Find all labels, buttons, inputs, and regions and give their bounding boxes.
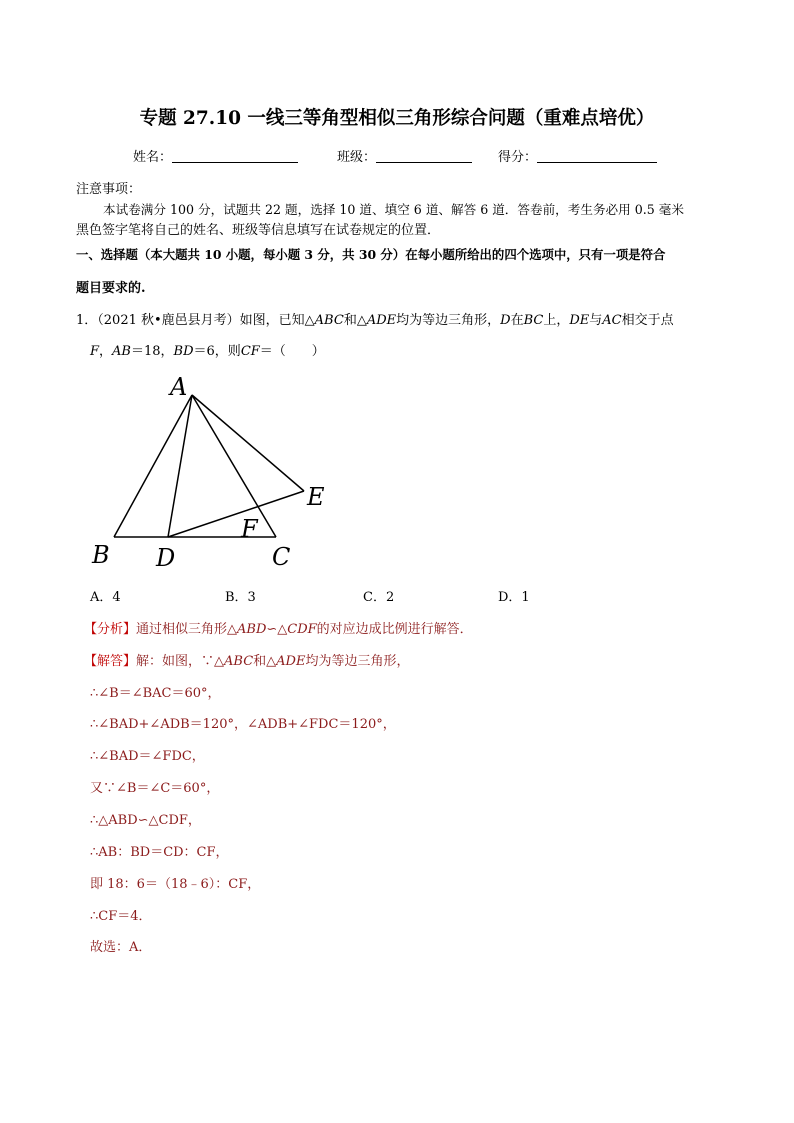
- question-text: 如图，已知△: [239, 313, 315, 328]
- name-blank[interactable]: [172, 149, 298, 163]
- triangle-abd: ABD: [237, 622, 267, 637]
- triangle-abc: ABC: [224, 654, 254, 669]
- score-field[interactable]: [498, 146, 657, 165]
- page-title: 专题 27.10 一线三等角型相似三角形综合问题（重难点培优）: [139, 108, 655, 129]
- question-text: 上，: [543, 313, 570, 328]
- solution-step-6: ∴AB：BD＝CD：CF，: [90, 845, 229, 860]
- label-e: E: [307, 483, 325, 511]
- label-c: C: [272, 543, 291, 571]
- segment-ab: AB: [112, 344, 131, 359]
- question-text: ＝18，: [131, 344, 174, 359]
- geometry-figure: [80, 365, 340, 575]
- option-c[interactable]: C．2: [363, 590, 395, 605]
- analysis-text: ∽△: [266, 622, 288, 637]
- solution-text: 解：如图，∵△: [136, 654, 225, 669]
- triangle-cdf: CDF: [287, 622, 317, 637]
- student-info-row: [0, 146, 794, 164]
- question-text: 和△: [343, 313, 367, 328]
- question-text: ＝6，则: [193, 344, 241, 359]
- question-text: 与: [589, 313, 603, 328]
- question-text: 相交于点: [621, 313, 674, 328]
- class-blank[interactable]: [376, 149, 472, 163]
- name-label: 姓名：: [133, 150, 173, 165]
- option-d[interactable]: D．1: [498, 590, 530, 605]
- analysis-text: 的对应边成比例进行解答．: [316, 622, 473, 637]
- solution-step-4: 又∵∠B＝∠C＝60°，: [90, 781, 220, 796]
- class-label: 班级：: [337, 150, 377, 165]
- analysis-line: [84, 618, 473, 637]
- label-f: F: [241, 515, 258, 543]
- label-d: D: [156, 544, 176, 572]
- segment-cf: CF: [240, 344, 260, 359]
- question-1-line-2: [90, 340, 325, 359]
- solution-answer: 故选：A．: [90, 940, 152, 955]
- solution-step-3: ∴∠BAD＝∠FDC，: [90, 749, 205, 764]
- analysis-tag: 【分析】: [84, 622, 137, 637]
- section-heading-line-1: 一、选择题（本大题共 10 小题，每小题 3 分，共 30 分）在每小题所给出的四个选项中，只有一项是符合: [76, 247, 666, 262]
- option-a[interactable]: A．4: [90, 590, 121, 605]
- question-text: ＝（ ）: [259, 344, 325, 359]
- class-field[interactable]: [337, 146, 472, 165]
- solution-intro-line: [84, 650, 409, 669]
- analysis-text: 通过相似三角形△: [136, 622, 238, 637]
- question-text: ，: [99, 344, 113, 359]
- solution-step-2: ∴∠BAD+∠ADB＝120°，∠ADB+∠FDC＝120°，: [90, 717, 396, 732]
- score-label: 得分：: [498, 150, 538, 165]
- segment-bd: BD: [173, 344, 194, 359]
- segment-ac-line: [192, 395, 276, 537]
- question-1-line-1: [76, 309, 674, 328]
- segment-de-line: [168, 491, 304, 537]
- point-f: F: [90, 344, 100, 359]
- triangle-ade: ADE: [366, 313, 397, 328]
- notice-line-2: 黑色签字笔将自己的姓名、班级等信息填写在试卷规定的位置．: [76, 223, 441, 238]
- solution-step-7: 即 18：6＝（18﹣6）：CF，: [90, 877, 261, 892]
- solution-step-5: ∴△ABD∽△CDF，: [90, 813, 201, 828]
- label-a: A: [170, 373, 188, 401]
- segment-ae-line: [192, 395, 304, 491]
- segment-de: DE: [569, 313, 590, 328]
- score-blank[interactable]: [537, 149, 657, 163]
- question-number: 1．: [76, 313, 98, 328]
- question-source: （2021 秋•鹿邑县月考）: [97, 313, 240, 328]
- solution-step-8: ∴CF＝4．: [90, 909, 152, 924]
- question-text: 在: [510, 313, 524, 328]
- triangle-abc: ABC: [314, 313, 344, 328]
- solution-tag: 【解答】: [84, 654, 137, 669]
- segment-ac: AC: [602, 313, 622, 328]
- triangle-ade: ADE: [276, 654, 306, 669]
- question-text: 均为等边三角形，: [396, 313, 501, 328]
- option-b[interactable]: B．3: [225, 590, 256, 605]
- solution-step-1: ∴∠B＝∠BAC＝60°，: [90, 686, 221, 701]
- label-b: B: [92, 541, 110, 569]
- section-heading-line-2: 题目要求的.: [76, 281, 146, 296]
- notice-heading: 注意事项：: [76, 182, 142, 197]
- solution-text: 和△: [253, 654, 277, 669]
- segment-bc: BC: [523, 313, 544, 328]
- solution-text: 均为等边三角形，: [305, 654, 410, 669]
- name-field[interactable]: [133, 146, 298, 165]
- point-d: D: [500, 313, 511, 328]
- notice-line-1: 本试卷满分 100 分，试题共 22 题，选择 10 道、填空 6 道、解答 6 道．答卷前，考生务必用 0.5 毫米: [103, 202, 684, 217]
